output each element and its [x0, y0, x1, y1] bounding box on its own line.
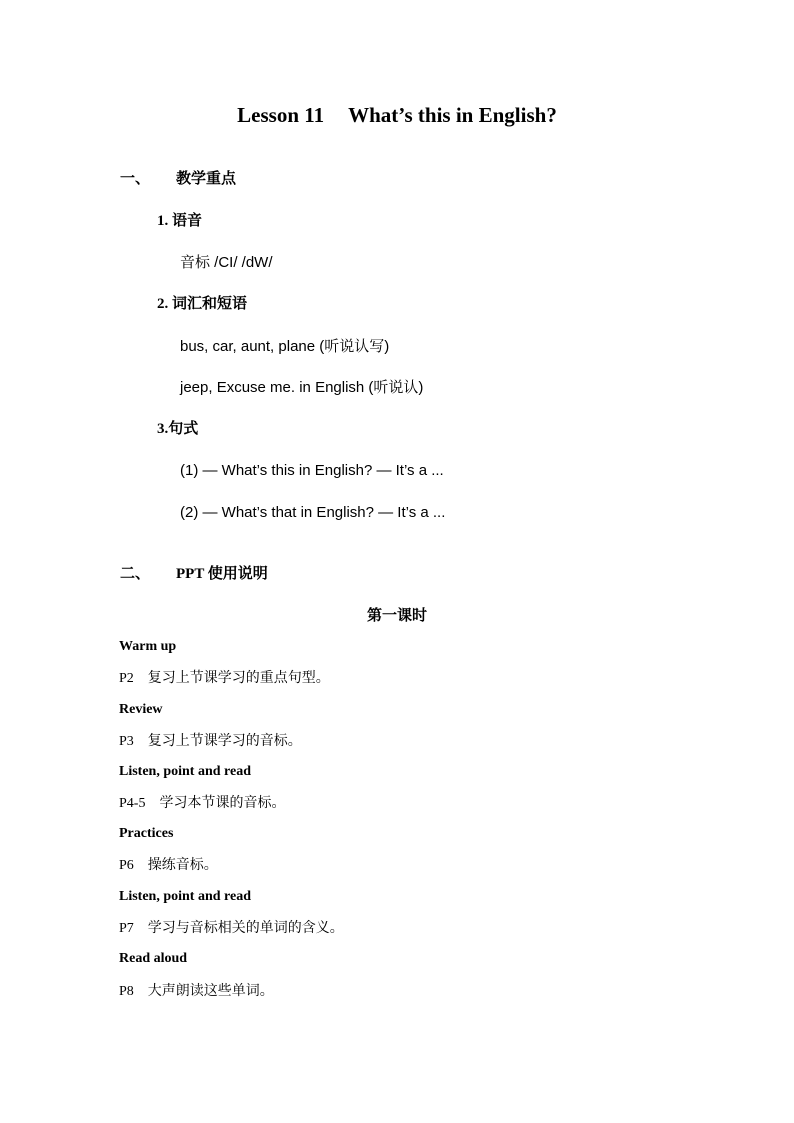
- entry-page: P7: [119, 921, 134, 936]
- entry-page: P2: [119, 671, 134, 686]
- entry-line: [119, 797, 285, 811]
- entry-page: P3: [119, 734, 134, 749]
- entry-page: P6: [119, 858, 134, 873]
- entry-text: 复习上节课学习的重点句型。: [147, 671, 330, 686]
- section-1-title: 教学重点: [176, 171, 237, 187]
- entry-page: P4-5: [119, 796, 146, 811]
- section-2-number: 二、: [120, 566, 151, 582]
- lesson-question: What’s this in English?: [348, 103, 557, 127]
- entry-line: [119, 859, 218, 873]
- entry-line: [119, 672, 330, 686]
- entry-label: Listen, point and read: [119, 764, 251, 779]
- sub-heading-phonetics: 1. 语音: [157, 213, 203, 229]
- entry-text: 学习与音标相关的单词的含义。: [147, 921, 344, 936]
- entry-text: 学习本节课的音标。: [159, 796, 286, 811]
- section-2-heading: [120, 567, 268, 582]
- vocabulary-line-2: jeep, Excuse me. in English (听说认): [180, 379, 424, 396]
- entry-page: P8: [119, 984, 134, 999]
- entry-text: 复习上节课学习的音标。: [147, 734, 302, 749]
- vocabulary-line-1: bus, car, aunt, plane (听说认写): [180, 338, 390, 355]
- entry-line: [119, 922, 344, 936]
- section-1-heading: [120, 172, 236, 187]
- sub-heading-vocabulary: 2. 词汇和短语: [157, 296, 248, 312]
- entry-label: Listen, point and read: [119, 889, 251, 904]
- page-title: [0, 105, 794, 126]
- lesson-time-heading: 第一课时: [366, 608, 427, 624]
- entry-text: 大声朗读这些单词。: [147, 984, 274, 999]
- sub-heading-sentences: 3.句式: [157, 421, 199, 437]
- sentence-line-2: (2) — What’s that in English? — It’s a ...: [180, 504, 446, 521]
- phonetics-line: 音标 /CI/ /dW/: [180, 254, 273, 271]
- lesson-number: Lesson 11: [237, 103, 325, 127]
- entry-label: Warm up: [119, 639, 177, 654]
- entry-label: Read aloud: [119, 951, 188, 966]
- section-2-title: PPT 使用说明: [176, 566, 268, 582]
- sentence-line-1: (1) — What’s this in English? — It’s a ...: [180, 462, 444, 479]
- entry-line: [119, 735, 302, 749]
- entry-line: [119, 985, 274, 999]
- entry-label: Practices: [119, 826, 174, 841]
- entry-label: Review: [119, 702, 163, 717]
- entry-text: 操练音标。: [147, 858, 218, 873]
- section-1-number: 一、: [120, 171, 151, 187]
